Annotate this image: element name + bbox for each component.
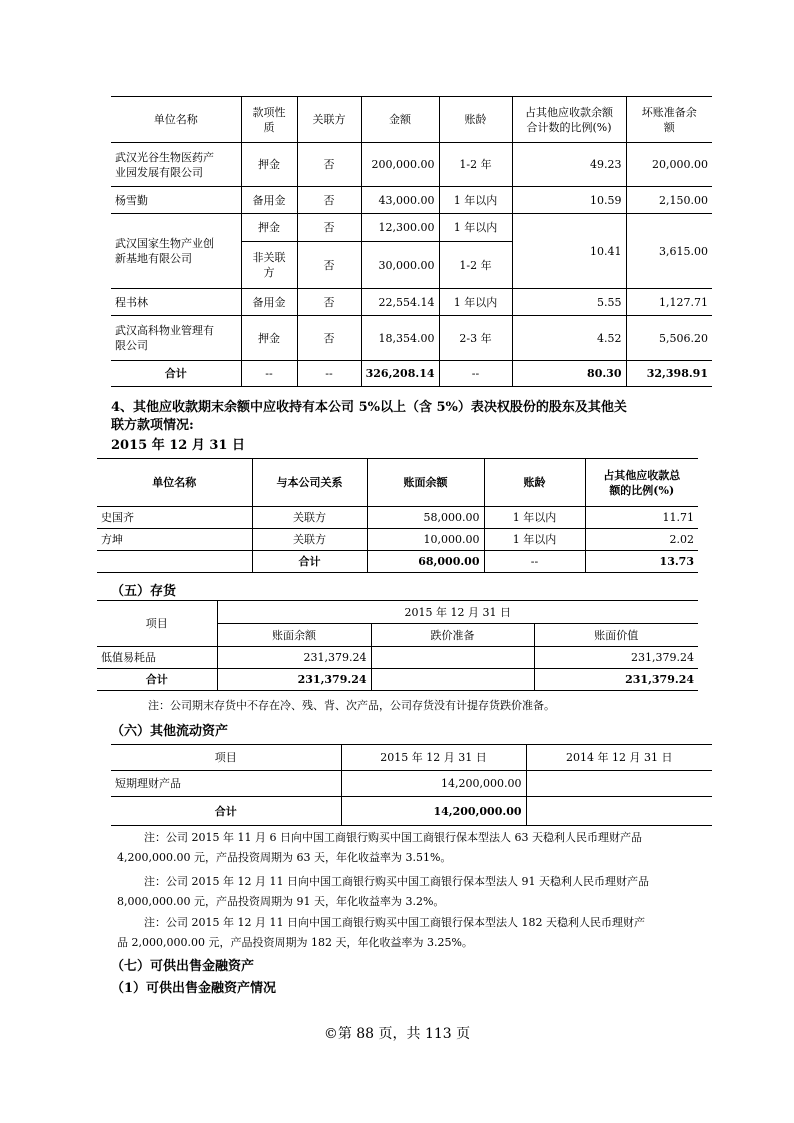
age: 1 年以内	[439, 214, 512, 242]
total-row	[111, 797, 712, 826]
balance: 58,000.00	[367, 507, 484, 529]
section7-subheading: （1）可供出售金融资产情况	[111, 981, 277, 996]
table-header-row	[97, 459, 698, 507]
col-header-related: 关联方	[297, 97, 361, 143]
unit-name: 史国齐	[97, 507, 252, 529]
table-row	[111, 771, 712, 797]
nature: 非关联 方	[241, 242, 297, 289]
relation: 关联方	[252, 507, 367, 529]
amount: 200,000.00	[361, 143, 439, 187]
balance: 10,000.00	[367, 529, 484, 551]
unit-name: 方坤	[97, 529, 252, 551]
col-header-amount: 金额	[361, 97, 439, 143]
bad-debt: 3,615.00	[626, 214, 712, 289]
other-current-assets-table	[111, 744, 712, 826]
ratio: 5.55	[512, 289, 626, 316]
bad-debt: 5,506.20	[626, 316, 712, 361]
total-label: 合计	[111, 361, 241, 387]
total-row	[111, 361, 712, 387]
total-2014	[526, 797, 712, 826]
section7-heading: （七）可供出售金融资产	[111, 959, 255, 974]
item-name: 低值易耗品	[97, 647, 217, 669]
related: 否	[297, 187, 361, 214]
relation: 关联方	[252, 529, 367, 551]
value-2015: 14,200,000.00	[341, 771, 526, 797]
nature: 押金	[241, 214, 297, 242]
col-header-2014: 2014 年 12 月 31 日	[526, 745, 712, 771]
table-row	[97, 529, 698, 551]
col-header-relation: 与本公司关系	[252, 459, 367, 507]
ratio: 10.59	[512, 187, 626, 214]
section4-heading-line2: 联方款项情况:	[111, 418, 194, 433]
table-row	[111, 316, 712, 361]
unit-name: 武汉高科物业管理有 限公司	[111, 316, 241, 361]
top-receivables-table	[111, 96, 712, 387]
value-2014	[526, 771, 712, 797]
age: 1 年以内	[484, 507, 585, 529]
bad-debt: 2,150.00	[626, 187, 712, 214]
table-header-row	[111, 745, 712, 771]
age: 1-2 年	[439, 242, 512, 289]
col-header-item: 项目	[97, 601, 217, 647]
age: 1 年以内	[439, 187, 512, 214]
related: 否	[297, 316, 361, 361]
table-row	[97, 647, 698, 669]
nature: 备用金	[241, 289, 297, 316]
ratio: 11.71	[585, 507, 698, 529]
note-1-line1: 注：公司 2015 年 11 月 6 日向中国工商银行购买中国工商银行保本型法人 63 天稳利人民币理财产品	[144, 831, 642, 844]
nature: 押金	[241, 316, 297, 361]
age: 1 年以内	[439, 289, 512, 316]
total-label: 合计	[97, 669, 217, 691]
total-impairment	[371, 669, 534, 691]
ratio: 4.52	[512, 316, 626, 361]
note-3-line1: 注：公司 2015 年 12 月 11 日向中国工商银行购买中国工商银行保本型法人 182 天稳利人民币理财产	[144, 916, 645, 929]
col-header-ratio: 占其他应收款余额 合计数的比例(%)	[512, 97, 626, 143]
ratio: 49.23	[512, 143, 626, 187]
col-header-nature: 款项性 质	[241, 97, 297, 143]
inventory-table	[97, 600, 698, 691]
item-name: 短期理财产品	[111, 771, 341, 797]
col-header-bad-debt: 坏账准备余 额	[626, 97, 712, 143]
table-row	[111, 214, 712, 242]
total-row	[97, 551, 698, 573]
section4-date: 2015 年 12 月 31 日	[111, 438, 245, 453]
note-2-line2: 8,000,000.00 元，产品投资周期为 91 天，年化收益率为 3.2%。	[117, 895, 445, 908]
ratio: 2.02	[585, 529, 698, 551]
total-age: --	[439, 361, 512, 387]
table-row	[111, 187, 712, 214]
age: 2-3 年	[439, 316, 512, 361]
related: 否	[297, 242, 361, 289]
related: 否	[297, 143, 361, 187]
section4-heading-line1: 4、其他应收款期末余额中应收持有本公司 5%以上（含 5%）表决权股份的股东及其他关	[111, 400, 627, 415]
note-3-line2: 品 2,000,000.00 元，产品投资周期为 182 天，年化收益率为 3.25%。	[117, 936, 473, 949]
col-header-age: 账龄	[484, 459, 585, 507]
book-value: 231,379.24	[534, 647, 698, 669]
col-header-age: 账龄	[439, 97, 512, 143]
total-2015: 14,200,000.00	[341, 797, 526, 826]
total-age: --	[484, 551, 585, 573]
col-header-balance: 账面余额	[367, 459, 484, 507]
nature: 押金	[241, 143, 297, 187]
amount: 30,000.00	[361, 242, 439, 289]
total-spacer	[97, 551, 252, 573]
unit-name: 程书林	[111, 289, 241, 316]
total-related: --	[297, 361, 361, 387]
col-header-unit: 单位名称	[111, 97, 241, 143]
amount: 43,000.00	[361, 187, 439, 214]
age: 1-2 年	[439, 143, 512, 187]
bad-debt: 20,000.00	[626, 143, 712, 187]
unit-name: 武汉光谷生物医药产 业园发展有限公司	[111, 143, 241, 187]
section5-heading: （五）存货	[111, 584, 177, 599]
unit-name: 杨雪勤	[111, 187, 241, 214]
page-number: ©第 88 页，共 113 页	[323, 1026, 471, 1042]
bad-debt: 1,127.71	[626, 289, 712, 316]
col-header-ratio: 占其他应收款总 额的比例(%)	[585, 459, 698, 507]
note-2-line1: 注：公司 2015 年 12 月 11 日向中国工商银行购买中国工商银行保本型法人 91 天稳利人民币理财产品	[144, 875, 649, 888]
ratio: 10.41	[512, 214, 626, 289]
total-label: 合计	[111, 797, 341, 826]
table-header-row	[97, 601, 698, 624]
table-row	[111, 289, 712, 316]
total-ratio: 80.30	[512, 361, 626, 387]
total-bad-debt: 32,398.91	[626, 361, 712, 387]
total-book-value: 231,379.24	[534, 669, 698, 691]
amount: 18,354.00	[361, 316, 439, 361]
col-header-book-value: 账面价值	[534, 624, 698, 647]
section6-heading: （六）其他流动资产	[111, 724, 229, 739]
inventory-note: 注：公司期末存货中不存在冷、残、背、次产品，公司存货没有计提存货跌价准备。	[148, 699, 555, 712]
book-balance: 231,379.24	[217, 647, 371, 669]
total-nature: --	[241, 361, 297, 387]
total-balance: 68,000.00	[367, 551, 484, 573]
table-row	[97, 507, 698, 529]
total-amount: 326,208.14	[361, 361, 439, 387]
unit-name: 武汉国家生物产业创 新基地有限公司	[111, 214, 241, 289]
nature: 备用金	[241, 187, 297, 214]
col-header-impairment: 跌价准备	[371, 624, 534, 647]
total-label: 合计	[252, 551, 367, 573]
col-header-book-balance: 账面余额	[217, 624, 371, 647]
amount: 22,554.14	[361, 289, 439, 316]
total-ratio: 13.73	[585, 551, 698, 573]
table-header-row	[111, 97, 712, 143]
note-1-line2: 4,200,000.00 元，产品投资周期为 63 天，年化收益率为 3.51%。	[117, 851, 452, 864]
col-header-date: 2015 年 12 月 31 日	[217, 601, 698, 624]
related-party-table	[97, 458, 698, 573]
related: 否	[297, 289, 361, 316]
total-book-balance: 231,379.24	[217, 669, 371, 691]
col-header-unit: 单位名称	[97, 459, 252, 507]
impairment	[371, 647, 534, 669]
table-row	[111, 143, 712, 187]
total-row	[97, 669, 698, 691]
age: 1 年以内	[484, 529, 585, 551]
amount: 12,300.00	[361, 214, 439, 242]
related: 否	[297, 214, 361, 242]
col-header-item: 项目	[111, 745, 341, 771]
col-header-2015: 2015 年 12 月 31 日	[341, 745, 526, 771]
